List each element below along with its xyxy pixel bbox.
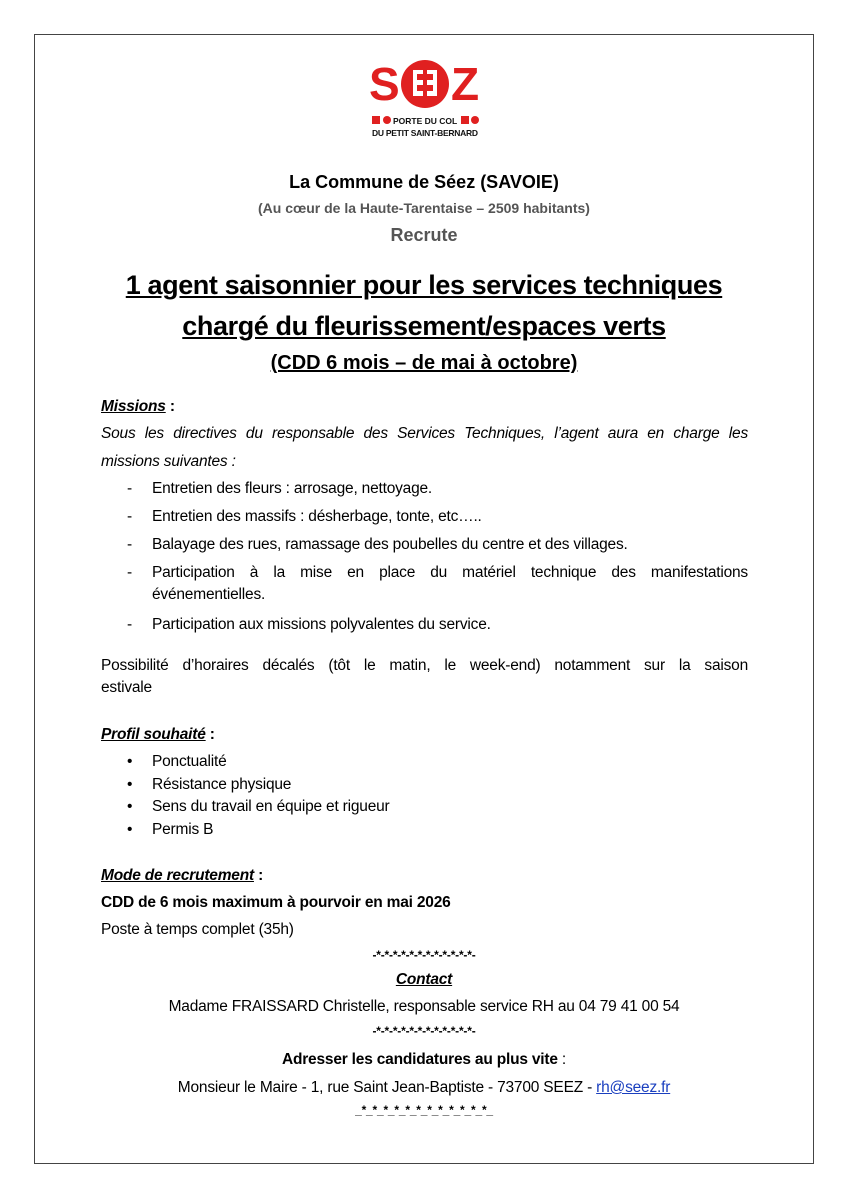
dash-bullet: - — [127, 508, 132, 525]
seez-logo — [365, 52, 485, 142]
cdd-info: CDD de 6 mois maximum à pourvoir en mai 2026 — [101, 894, 451, 911]
colon: : — [205, 726, 215, 743]
contact-heading: Contact — [395, 971, 453, 988]
job-title-line2: chargé du fleurissement/espaces verts — [182, 311, 666, 341]
profil-heading — [101, 726, 748, 744]
mode-heading — [101, 867, 748, 885]
mission-item: Participation aux missions polyvalentes du service. — [152, 616, 491, 633]
mission-item: Participation à la mise en place du matériel technique des manifestations — [152, 564, 748, 581]
mode-heading-text: Mode de recrutement — [101, 867, 254, 884]
mission-item-continued: événementielles. — [152, 586, 266, 603]
profil-item: Résistance physique — [152, 776, 292, 793]
svg-text:DU PETIT SAINT-BERNARD: DU PETIT SAINT-BERNARD — [372, 128, 478, 138]
separator: -*-*-*-*-*-*-*-*-*-*-*-*- — [372, 1024, 476, 1038]
missions-heading — [101, 398, 748, 416]
address-text: Monsieur le Maire - 1, rue Saint Jean-Baptiste - 73700 SEEZ - — [177, 1079, 597, 1096]
schedule-note-line1: Possibilité d’horaires décalés (tôt le matin, le week-end) notamment sur la saison — [101, 657, 748, 674]
bullet-dot: • — [127, 776, 133, 793]
contact-person: Madame FRAISSARD Christelle, responsable service RH au 04 79 41 00 54 — [168, 998, 680, 1015]
colon: : — [253, 867, 264, 884]
separator-final: _*_*_*_*_*_*_*_*_*_*_*_*_ — [355, 1103, 493, 1117]
schedule-note-line2: estivale — [101, 679, 152, 696]
bullet-dot: • — [127, 798, 133, 815]
commune-title: La Commune de Séez (SAVOIE) — [289, 172, 559, 192]
svg-text:S: S — [369, 58, 400, 110]
dash-bullet: - — [127, 564, 132, 581]
svg-text:Z: Z — [451, 58, 480, 110]
mission-item: Entretien des massifs : désherbage, tonte, etc….. — [152, 508, 482, 525]
mission-item: Balayage des rues, ramassage des poubelles du centre et des villages. — [152, 536, 628, 553]
colon: : — [557, 1051, 567, 1068]
svg-text:PORTE DU COL: PORTE DU COL — [393, 116, 458, 126]
separator: -*-*-*-*-*-*-*-*-*-*-*-*- — [372, 948, 476, 962]
dash-bullet: - — [127, 536, 132, 553]
missions-intro-line1: Sous les directives du responsable des Services Techniques, l’agent aura en charge les — [101, 425, 748, 442]
email-link[interactable]: rh@seez.fr — [596, 1079, 671, 1096]
mission-item: Entretien des fleurs : arrosage, nettoyage. — [152, 480, 433, 497]
apply-heading-text: Adresser les candidatures au plus vite — [281, 1051, 558, 1068]
dash-bullet: - — [127, 480, 132, 497]
profil-heading-text: Profil souhaité — [101, 726, 206, 743]
bullet-dot: • — [127, 821, 133, 838]
profil-item: Permis B — [152, 821, 214, 838]
bullet-dot: • — [127, 753, 133, 770]
colon: : — [165, 398, 175, 415]
missions-heading-text: Missions — [101, 398, 166, 415]
contract-info: (CDD 6 mois – de mai à octobre) — [270, 352, 578, 374]
apply-address — [34, 1079, 814, 1097]
poste-info: Poste à temps complet (35h) — [101, 921, 294, 938]
commune-subtitle: (Au cœur de la Haute-Tarentaise – 2509 habitants) — [258, 200, 590, 216]
profil-item: Sens du travail en équipe et rigueur — [152, 798, 390, 815]
missions-intro-line2: missions suivantes : — [101, 453, 236, 470]
job-title-line1: 1 agent saisonnier pour les services techniques — [125, 270, 723, 300]
recrute-label: Recrute — [390, 225, 458, 245]
profil-item: Ponctualité — [152, 753, 227, 770]
apply-heading — [34, 1051, 814, 1069]
dash-bullet: - — [127, 616, 132, 633]
